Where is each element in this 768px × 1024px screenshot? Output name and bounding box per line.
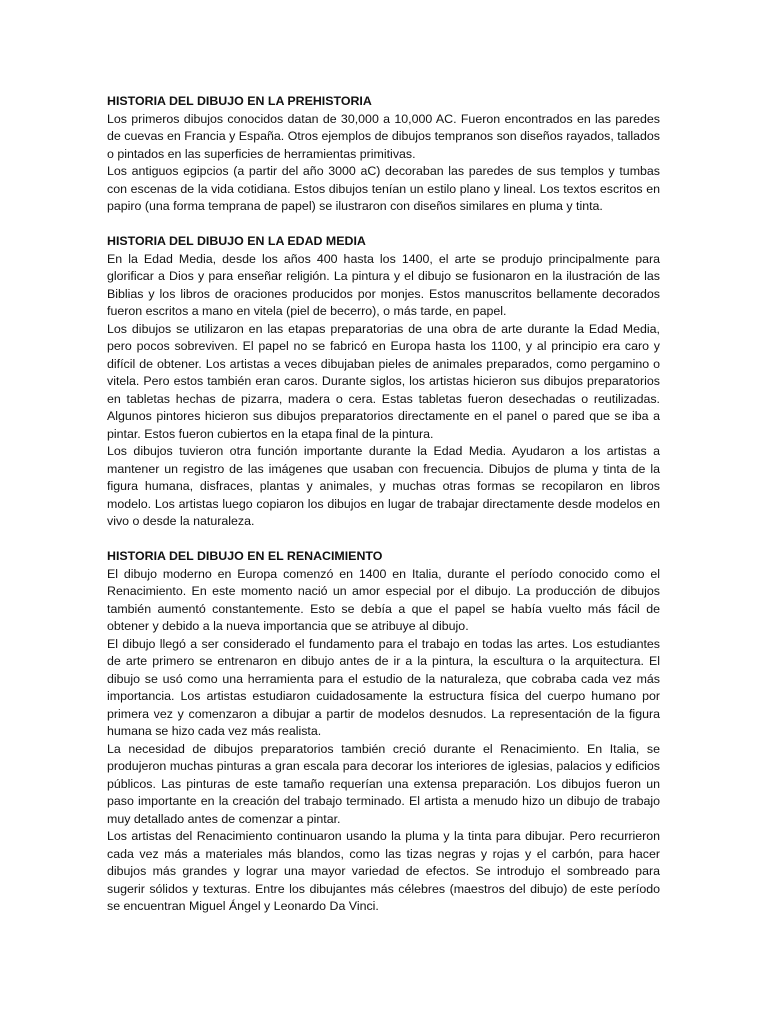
paragraph: Los dibujos se utilizaron en las etapas preparatorias de una obra de arte durante la Edad Media, pero pocos sobreviven. El papel no se fabricó en Europa hasta los 1100, y al principio era caro y difícil de obtener. Los artistas a veces dibujaban pieles de animales preparados, como pergamino o vitela. Pero estos también eran caros. Durante siglos, los artistas hicieron sus dibujos preparatorios en tabletas hechas de pizarra, madera o cera. Estas tabletas fueron desechadas o reutilizadas. Algunos pintores hicieron sus dibujos preparatorios directamente en el panel o pared que se iba a pintar. Estos fueron cubiertos en la etapa final de la pintura. — [107, 321, 660, 441]
paragraph: La necesidad de dibujos preparatorios también creció durante el Renacimiento. En Italia, se produjeron muchas pinturas a gran escala para decorar los interiores de iglesias, palacios y edificios públicos. Las pinturas de este tamaño requerían una extensa preparación. Los dibujos fueron un paso importante en la creación del trabajo terminado. El artista a menudo hizo un dibujo de trabajo muy detallado antes de comenzar a pintar. — [107, 741, 660, 826]
section-heading: HISTORIA DEL DIBUJO EN LA PREHISTORIA — [107, 94, 372, 108]
section-edad-media — [107, 233, 660, 531]
paragraph: Los primeros dibujos conocidos datan de 30,000 a 10,000 AC. Fueron encontrados en las paredes de cuevas en Francia y España. Otros ejemplos de dibujos tempranos son diseños rayados, tallados o pintados en las superficies de herramientas primitivas. — [107, 111, 660, 161]
paragraph: El dibujo llegó a ser considerado el fundamento para el trabajo en todas las artes. Los estudiantes de arte primero se entrenaron en dibujo antes de ir a la pintura, la escultura o la arquitectura. El dibujo se usó como una herramienta para el estudio de la naturaleza, que cobraba cada vez más importancia. Los artistas estudiaron cuidadosamente la estructura física del cuerpo humano por primera vez y comenzaron a dibujar a partir de modelos desnudos. La representación de la figura humana se hizo cada vez más realista. — [107, 636, 660, 738]
paragraph: El dibujo moderno en Europa comenzó en 1400 en Italia, durante el período conocido como el Renacimiento. En este momento nació un amor especial por el dibujo. La producción de dibujos también aumentó constantemente. Esto se debía a que el papel se había vuelto más fácil de obtener y debido a la nueva importancia que se atribuye al dibujo. — [107, 566, 660, 633]
section-heading: HISTORIA DEL DIBUJO EN EL RENACIMIENTO — [107, 549, 383, 563]
paragraph: Los artistas del Renacimiento continuaron usando la pluma y la tinta para dibujar. Pero recurrieron cada vez más a materiales más blandos, como las tizas negras y rojas y el carbón, para hacer dibujos más grandes y lograr una mayor variedad de efectos. Se introdujo el sombreado para sugerir sólidos y texturas. Entre los dibujantes más célebres (maestros del dibujo) de este período se encuentran Miguel Ángel y Leonardo Da Vinci. — [107, 829, 660, 913]
section-heading: HISTORIA DEL DIBUJO EN LA EDAD MEDIA — [107, 234, 366, 248]
paragraph: En la Edad Media, desde los años 400 hasta los 1400, el arte se produjo principalmente para glorificar a Dios y para enseñar religión. La pintura y el dibujo se fusionaron en la ilustración de las Biblias y los libros de oraciones producidos por monjes. Estos manuscritos bellamente decorados fueron escritos a mano en vitela (piel de becerro), o más tarde, en papel. — [107, 251, 660, 318]
document-page — [107, 93, 660, 933]
section-renacimiento — [107, 548, 660, 916]
section-prehistoria — [107, 93, 660, 216]
paragraph: Los antiguos egipcios (a partir del año 3000 aC) decoraban las paredes de sus templos y tumbas con escenas de la vida cotidiana. Estos dibujos tenían un estilo plano y lineal. Los textos escritos en papiro (una forma temprana de papel) se ilustraron con diseños similares en pluma y tinta. — [107, 164, 660, 213]
paragraph: Los dibujos tuvieron otra función importante durante la Edad Media. Ayudaron a los artistas a mantener un registro de las imágenes que usaban con frecuencia. Dibujos de pluma y tinta de la figura humana, disfraces, plantas y animales, y muchas otras formas se recopilaron en libros modelo. Los artistas luego copiaron los dibujos en lugar de trabajar directamente desde modelos en vivo o desde la naturaleza. — [107, 444, 660, 528]
